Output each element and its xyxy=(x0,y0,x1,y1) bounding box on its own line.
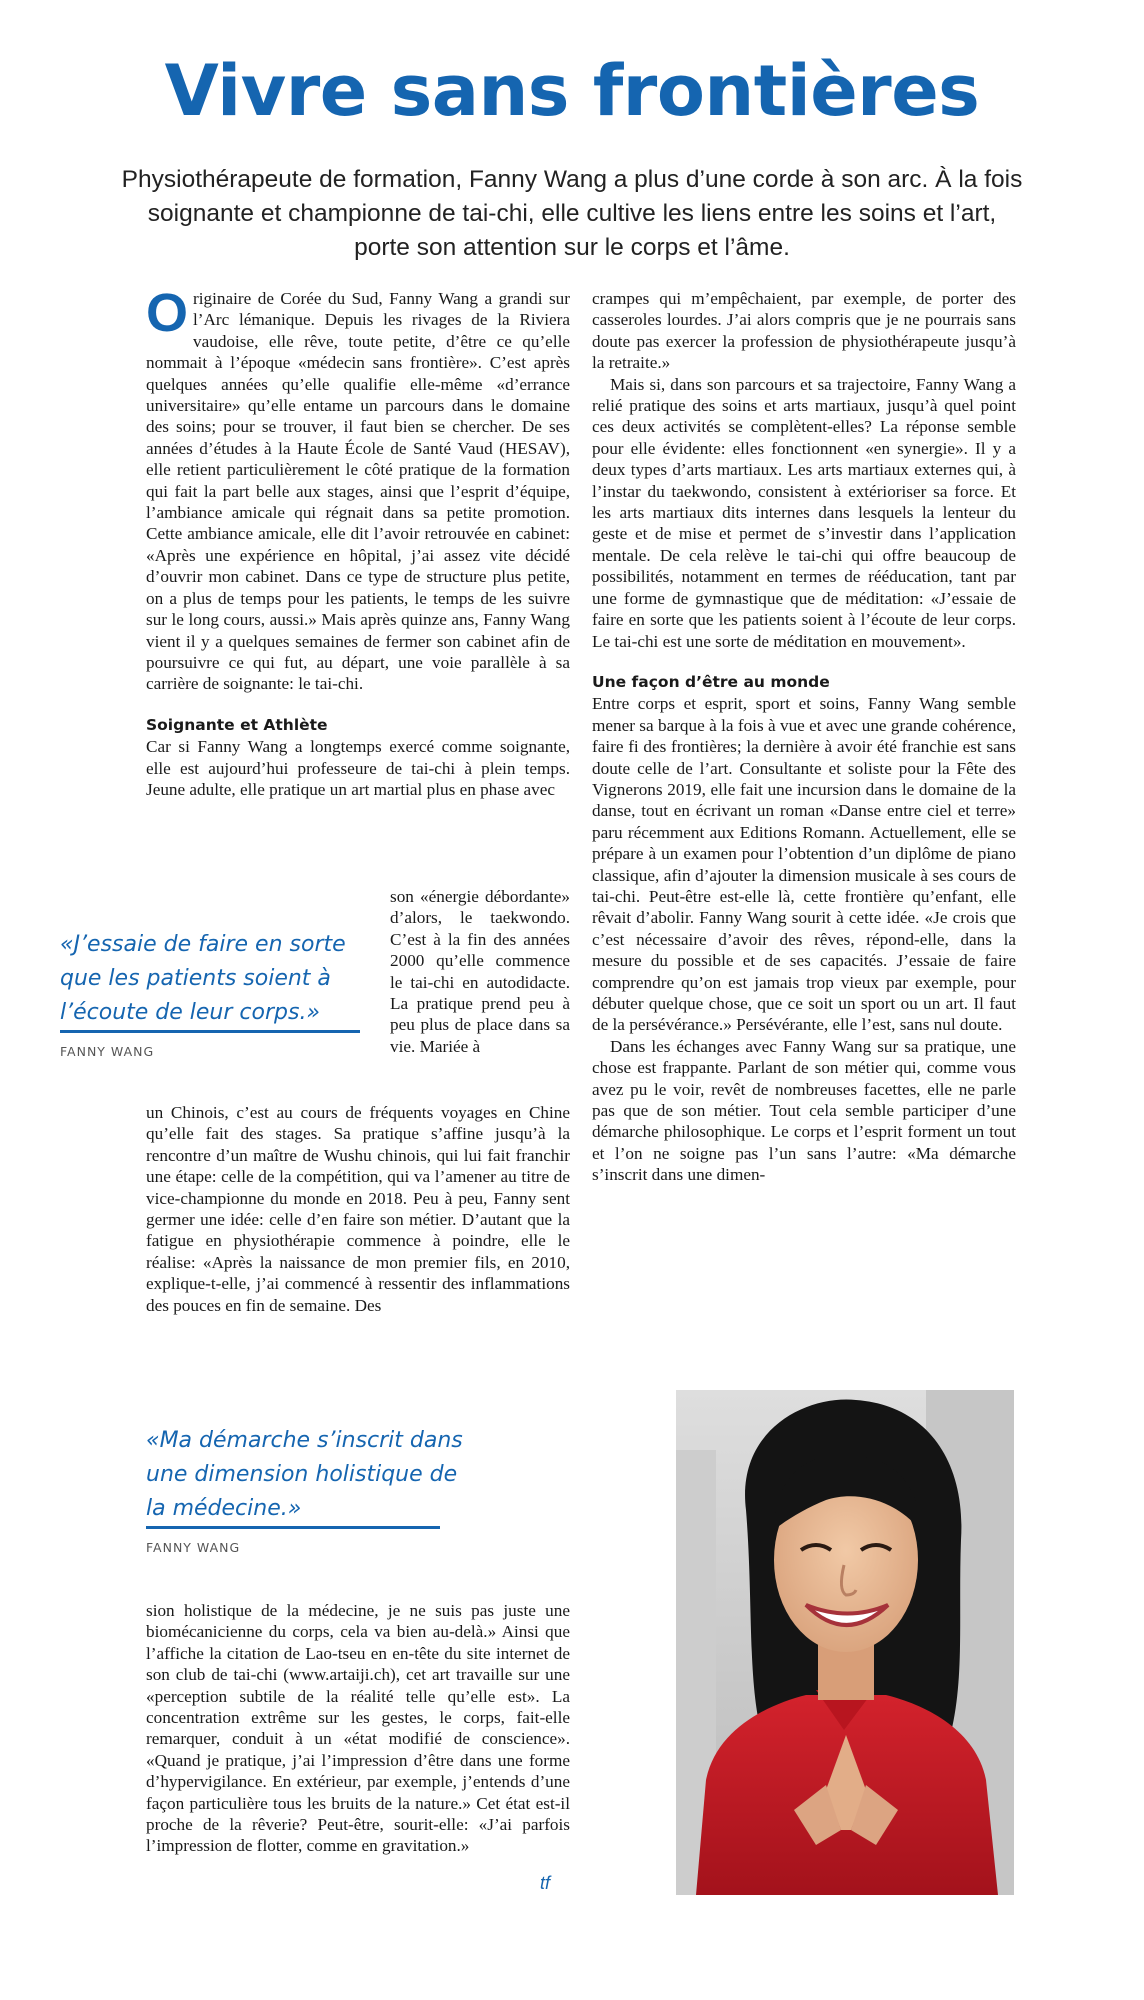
author-signature: tf xyxy=(540,1873,551,1893)
paragraph-col3-1: sion holistique de la médecine, je ne suis pas juste une biomécanicienne du corps, cela va bien au-delà.» Ainsi que l’affiche la citation de Lao-tseu en en-tête du site internet de son club de tai-chi (www.artaiji.ch), cet art travaille sur une «perception subtile de la réalité telle qu’elle est». La concentration extrême sur les gestes, le corps, fait-elle remarquer, conduit à un «état modifié de conscience». «Quand je pratique, j’ai l’impression d’être dans une forme d’hypervigilance. En extérieur, par exemple, j’entends d’une façon particulière tous les bruits de la nature.» Cet état est-il proche de la rêverie? Peut-être, sourit-elle: «J’ai parfois l’impression de flotter, comme en gravitation.» xyxy=(146,1601,570,1856)
pull-quote-1-rule xyxy=(60,1030,360,1033)
drop-cap: O xyxy=(146,283,189,343)
portrait-photo xyxy=(676,1390,1014,1895)
pull-quote-2-author: FANNY WANG xyxy=(146,1540,241,1555)
paragraph-col2-1: crampes qui m’empêchaient, par exemple, de porter des casseroles lourdes. J’ai alors compris que je ne pourrais sans doute pas exercer la profession de physiothérapeute jusqu’à la retraite.» xyxy=(592,289,1016,373)
subhead-soignante-athlete: Soignante et Athlète xyxy=(146,715,328,734)
column-3 xyxy=(146,1600,570,1857)
paragraph-intro xyxy=(146,283,570,695)
column-1-bottom xyxy=(146,1102,570,1316)
paragraph-col2-4: Dans les échanges avec Fanny Wang sur sa pratique, une chose est frappante. Parlant de son métier qui, comme vous avez pu le voir, revêt de nombreuses facettes, elle ne parle pas que de son métier. Tout cela semble participer d’une démarche philosophique. Le corps et l’esprit forment un tout et l’on ne soigne pas l’un sans l’autre: «Ma démarche s’inscrit dans une dimen- xyxy=(592,1036,1016,1185)
pull-quote-1: «J’essaie de faire en sorte que les patients soient à l’écoute de leur corps.» xyxy=(60,932,346,1025)
subhead-facon-etre: Une façon d’être au monde xyxy=(592,672,830,691)
paragraph-intro-text: riginaire de Corée du Sud, Fanny Wang a grandi sur l’Arc lémanique. Depuis les rivages de la Riviera vaudoise, elle rêve, toute petite, d’être ce qu’elle nommait à l’époque «médecin sans frontière». C’est après quelques années qu’elle qualifie elle-même «d’errance universitaire» qu’elle entame un parcours dans le domaine des soins; pour se trouver, il faut bien se chercher. De ses années d’études à la Haute École de Santé Vaud (HESAV), elle retient particulièrement le côté pratique de la formation qui fait la part belle aux stages, ainsi que l’esprit d’équipe, l’ambiance amicale qui régnait dans sa petite promotion. Cette ambiance amicale, elle dit l’avoir retrouvée en cabinet: «Après une expérience en hôpital, j’ai assez vite décidé d’ouvrir mon cabinet. Dans ce type de structure plus petite, on a plus de temps pour les patients, le temps de les suivre sur le long cours, aussi.» Mais après quinze ans, Fanny Wang vient il y a quelques semaines de fermer son cabinet afin de poursuivre ce qui fut, au départ, une voie parallèle à sa carrière de soignante: le tai-chi. xyxy=(146,289,570,694)
pull-quote-1-author: FANNY WANG xyxy=(60,1044,155,1059)
column-1-top xyxy=(146,283,570,800)
article-lead: Physiothérapeute de formation, Fanny Wang a plus d’une corde à son arc. À la fois soignante et championne de tai-chi, elle cultive les liens entre les soins et l’art, porte son attention sur le corps et l’âme. xyxy=(121,166,1023,261)
pull-quote-2-rule xyxy=(146,1526,440,1529)
pull-quote-2: «Ma démarche s’inscrit dans une dimension holistique de la médecine.» xyxy=(146,1428,463,1521)
paragraph-col2-3: Entre corps et esprit, sport et soins, Fanny Wang semble mener sa barque à la fois à vue et avec une grande cohérence, faire fi des frontières; la dernière à avoir été franchie est sans doute celle de l’art. Consultante et soliste pour la Fête des Vignerons 2019, elle fait une incursion dans le domaine de la danse, tout en écrivant un roman «Danse entre ciel et terre» paru récemment aux Editions Romann. Actuellement, elle se prépare à un examen pour l’obtention d’un diplôme de piano classique, afin d’ajouter la dimension musicale à ses cours de tai-chi. Peut-être est-elle là, cette frontière qu’enfant, elle rêvait d’abolir. Fanny Wang sourit à cette idée. «Je crois que c’est nécessaire d’avoir des rêves, répond-elle, dans la mesure du possible et de ses capacités. J’essaie de faire comprendre qu’on est jamais trop vieux par exemple, pour débuter quelque chose, que ce soit un sport ou un art. Il faut de la persévérance.» Persévérante, elle l’est, sans nul doute. xyxy=(592,694,1016,1035)
article-title: Vivre sans frontières xyxy=(164,50,980,132)
paragraph-2-wrap: son «énergie débordante» d’alors, le taekwondo. C’est à la fin des années 2000 qu’elle commence le tai-chi en autodidacte. La pratique prend peu à peu plus de place dans sa vie. Mariée à xyxy=(390,887,570,1056)
paragraph-col2-2: Mais si, dans son parcours et sa trajectoire, Fanny Wang a relié pratique des soins et arts martiaux, jusqu’à quel point ces deux activités se complètent-elles? La réponse semble pour elle évidente: elles fonctionnent «en synergie». Il y a deux types d’arts martiaux. Les arts martiaux externes qui, à l’instar du taekwondo, consistent à extérioriser sa force. Et les arts martiaux dits internes dans lesquels la lenteur du geste et de mise et permet de s’investir dans l’application mentale. De cela relève le tai-chi qui offre beaucoup de possibilités, notamment en termes de rééducation, tant par une forme de gymnastique que de méditation: «J’essaie de faire en sorte que les patients soient à l’écoute de leur corps. Le tai-chi est une sorte de méditation en mouvement». xyxy=(592,374,1016,651)
paragraph-2-end: un Chinois, c’est au cours de fréquents voyages en Chine qu’elle fait des stages. Sa pratique s’affine jusqu’à la rencontre d’un maître de Wushu chinois, qui lui fait franchir une étape: celle de la compétition, qui va l’amener au titre de vice-championne du monde en 2018. Peu à peu, Fanny sent germer une idée: celle d’en faire son métier. D’autant que la fatigue en physiothérapie commence à poindre, elle le réalise: «Après la naissance de mon premier fils, en 2010, explique-t-elle, j’ai commencé à ressentir des inflammations des pouces en fin de semaine. Des xyxy=(146,1103,570,1315)
column-2 xyxy=(592,288,1016,1186)
paragraph-2-start: Car si Fanny Wang a longtemps exercé comme soignante, elle est aujourd’hui professeure de tai-chi à plein temps. Jeune adulte, elle pratique un art martial plus en phase avec xyxy=(146,737,570,799)
column-1-wrap xyxy=(390,886,570,1057)
portrait-illustration xyxy=(676,1390,1014,1895)
